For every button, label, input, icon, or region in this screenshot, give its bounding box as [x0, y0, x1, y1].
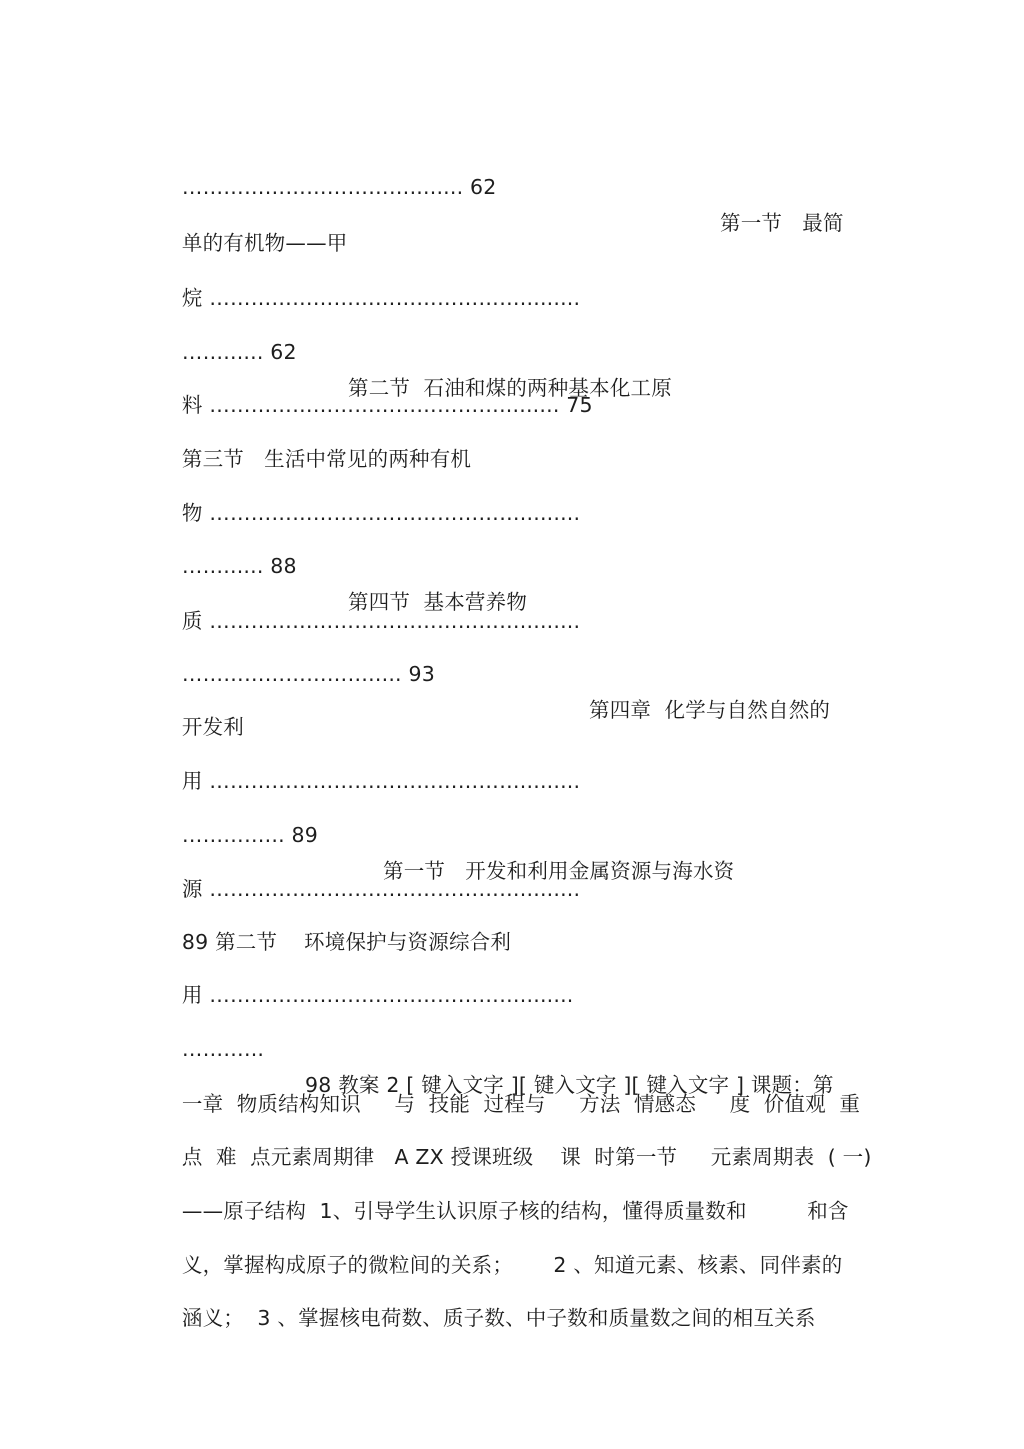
line-segment: 第一节 最简	[720, 211, 844, 235]
line-segment: ………...	[181, 1037, 265, 1061]
line-segment: ……………………………........ 62	[181, 175, 497, 199]
line-segment: 料 ……………………………………......... 75	[181, 393, 593, 417]
line-segment: ……...... 62	[181, 340, 297, 364]
line-segment: 质 ……………………………………….........	[181, 609, 581, 633]
line-segment: 第一节 开发和利用金属资源与海水资	[383, 859, 735, 883]
line-segment: 用 ……………………………………….........	[181, 769, 581, 793]
line-segment: 第四章 化学与自然自然的	[589, 698, 831, 722]
line-segment: 物 ……………………………………….........	[181, 501, 581, 525]
text-line	[155, 567, 581, 633]
text-line	[155, 673, 244, 739]
line-segment: ………………………..... 93	[181, 662, 435, 686]
text-line	[155, 888, 512, 954]
line-segment: 一章 物质结构知识 与 技能 过程与 方法 情感态 度 价值观 重	[181, 1092, 861, 1116]
line-segment: 第二节 石油和煤的两种基本化工原	[348, 376, 672, 400]
text-line	[155, 727, 581, 793]
text-line	[155, 620, 831, 722]
line-segment: 98 教案 2 [ 键入文字 ][ 键入文字 ][ 键入文字 ] 课题：第	[305, 1073, 834, 1097]
line-segment: 烷 ……………………………………….........	[181, 286, 581, 310]
line-segment: 源 ……………………………………….........	[181, 877, 581, 901]
text-line	[155, 1264, 816, 1330]
text-line	[155, 405, 472, 471]
text-line	[155, 298, 672, 400]
line-segment: 点 难 点元素周期律 A ZX 授课班级 课 时第一节 元素周期表 ( 一)	[181, 1145, 872, 1169]
text-line	[155, 995, 834, 1097]
text-line	[155, 189, 348, 255]
line-segment: ……...... 88	[181, 554, 297, 578]
line-segment: ——原子结构 1、引导学生认识原子核的结构，懂得质量数和 和含	[181, 1199, 849, 1223]
line-segment: 义，掌握构成原子的微粒间的关系； 2 、知道元素、核素、同伴素的	[181, 1253, 843, 1277]
line-segment: 第四节 基本营养物	[348, 590, 528, 614]
text-line	[155, 781, 735, 883]
text-line	[155, 1211, 843, 1277]
line-segment: 89 第二节 环境保护与资源综合利	[181, 930, 512, 954]
line-segment: 单的有机物——甲	[181, 231, 348, 255]
line-segment: 用 ………………………………………........	[181, 983, 574, 1007]
line-segment: 第三节 生活中常见的两种有机	[181, 447, 472, 471]
line-segment: 涵义； 3 、掌握核电荷数、质子数、中子数和质量数之间的相互关系	[181, 1306, 816, 1330]
line-segment: 开发利	[181, 715, 244, 739]
text-line	[155, 941, 574, 1007]
text-line	[155, 1050, 861, 1116]
line-segment: …………... 89	[181, 823, 319, 847]
text-line	[155, 512, 528, 614]
text-line	[155, 1103, 872, 1169]
text-line	[155, 244, 581, 310]
text-line	[155, 1157, 849, 1223]
text-line	[155, 459, 581, 525]
text-line	[155, 133, 844, 235]
